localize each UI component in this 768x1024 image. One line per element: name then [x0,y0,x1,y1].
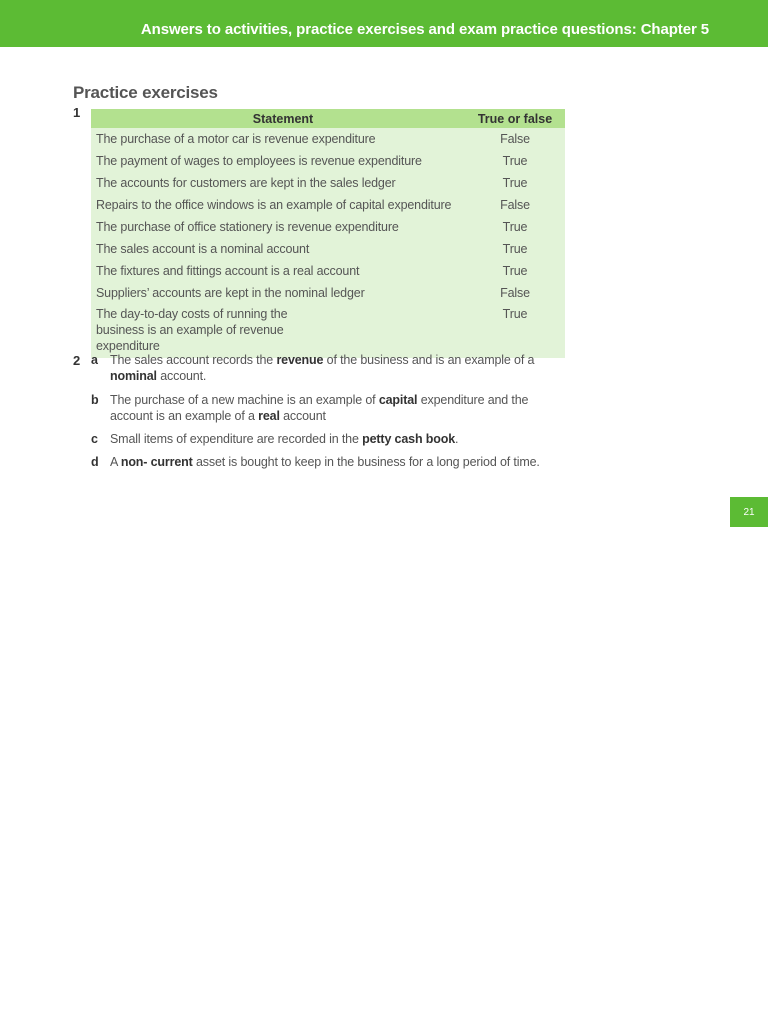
statement-cell: The fixtures and fittings account is a real account [96,264,360,278]
question-2-answers [91,350,551,470]
true-false-cell: True [502,154,528,168]
table-row [91,282,565,304]
answer-keyword: revenue [276,353,324,367]
answer-keyword: real [258,409,280,423]
statement-cell: Repairs to the office windows is an example of capital expenditure [96,198,452,212]
statement-cell: The purchase of a motor car is revenue expenditure [96,132,376,146]
statement-cell: The payment of wages to employees is revenue expenditure [96,154,422,168]
table-header-row [91,109,565,128]
question-1-number: 1 [73,105,81,120]
table-row [91,150,565,172]
statement-cell: Suppliers’ accounts are kept in the nominal ledger [96,286,365,300]
header-bar [0,0,768,47]
table-row [91,128,565,150]
answer-text: of the business and is an example of a [323,353,535,367]
answer-letter: d [91,455,99,469]
answer-a [91,352,551,384]
table-row [91,216,565,238]
answer-b [91,392,551,424]
section-heading: Practice exercises [73,83,218,102]
true-false-cell: True [502,176,528,190]
answer-d [91,454,551,470]
table-row [91,172,565,194]
answer-text: . [455,432,459,446]
true-false-cell: False [500,132,530,146]
true-false-cell: True [502,220,528,234]
question-2-number: 2 [73,353,81,368]
answer-text: Small items of expenditure are recorded in the [110,432,363,446]
answer-text: The sales account records the [110,353,277,367]
answer-text: expenditure and the account is an example of a [110,393,529,423]
header-title: Answers to activities, practice exercises and exam practice questions: Chapter 5 [140,21,709,38]
statement-cell: The purchase of office stationery is revenue expenditure [96,220,399,234]
answer-keyword: capital [378,393,418,407]
true-false-cell: False [500,286,530,300]
true-false-cell: True [502,264,528,278]
answer-text: The purchase of a new machine is an example of [110,393,379,407]
answer-keyword: non- current [120,455,193,469]
page-number-tab [730,497,768,527]
statement-cell: The accounts for customers are kept in the sales ledger [96,176,396,190]
answer-text: account [279,409,326,423]
answer-c [91,431,551,447]
answer-text: account. [156,369,207,383]
table-row [91,260,565,282]
answer-text: asset is bought to keep in the business for a long period of time. [192,455,540,469]
table-row [91,238,565,260]
true-false-cell: True [502,242,528,256]
answer-letter: b [91,393,99,407]
page-number: 21 [743,506,755,518]
table-row [91,194,565,216]
true-false-cell: True [502,307,528,321]
column-header-statement: Statement [91,109,465,128]
true-false-table [91,109,565,358]
answer-text: A [110,455,121,469]
statement-cell: The sales account is a nominal account [96,242,310,256]
true-false-cell: False [500,198,530,212]
statement-cell: The day-to-day costs of running the business is an example of revenue expenditure [96,307,288,353]
answer-letter: c [91,432,98,446]
answer-keyword: nominal [110,369,157,383]
answer-keyword: petty cash book [362,432,456,446]
answer-letter: a [91,353,98,367]
column-header-true-or-false: True or false [465,109,565,128]
